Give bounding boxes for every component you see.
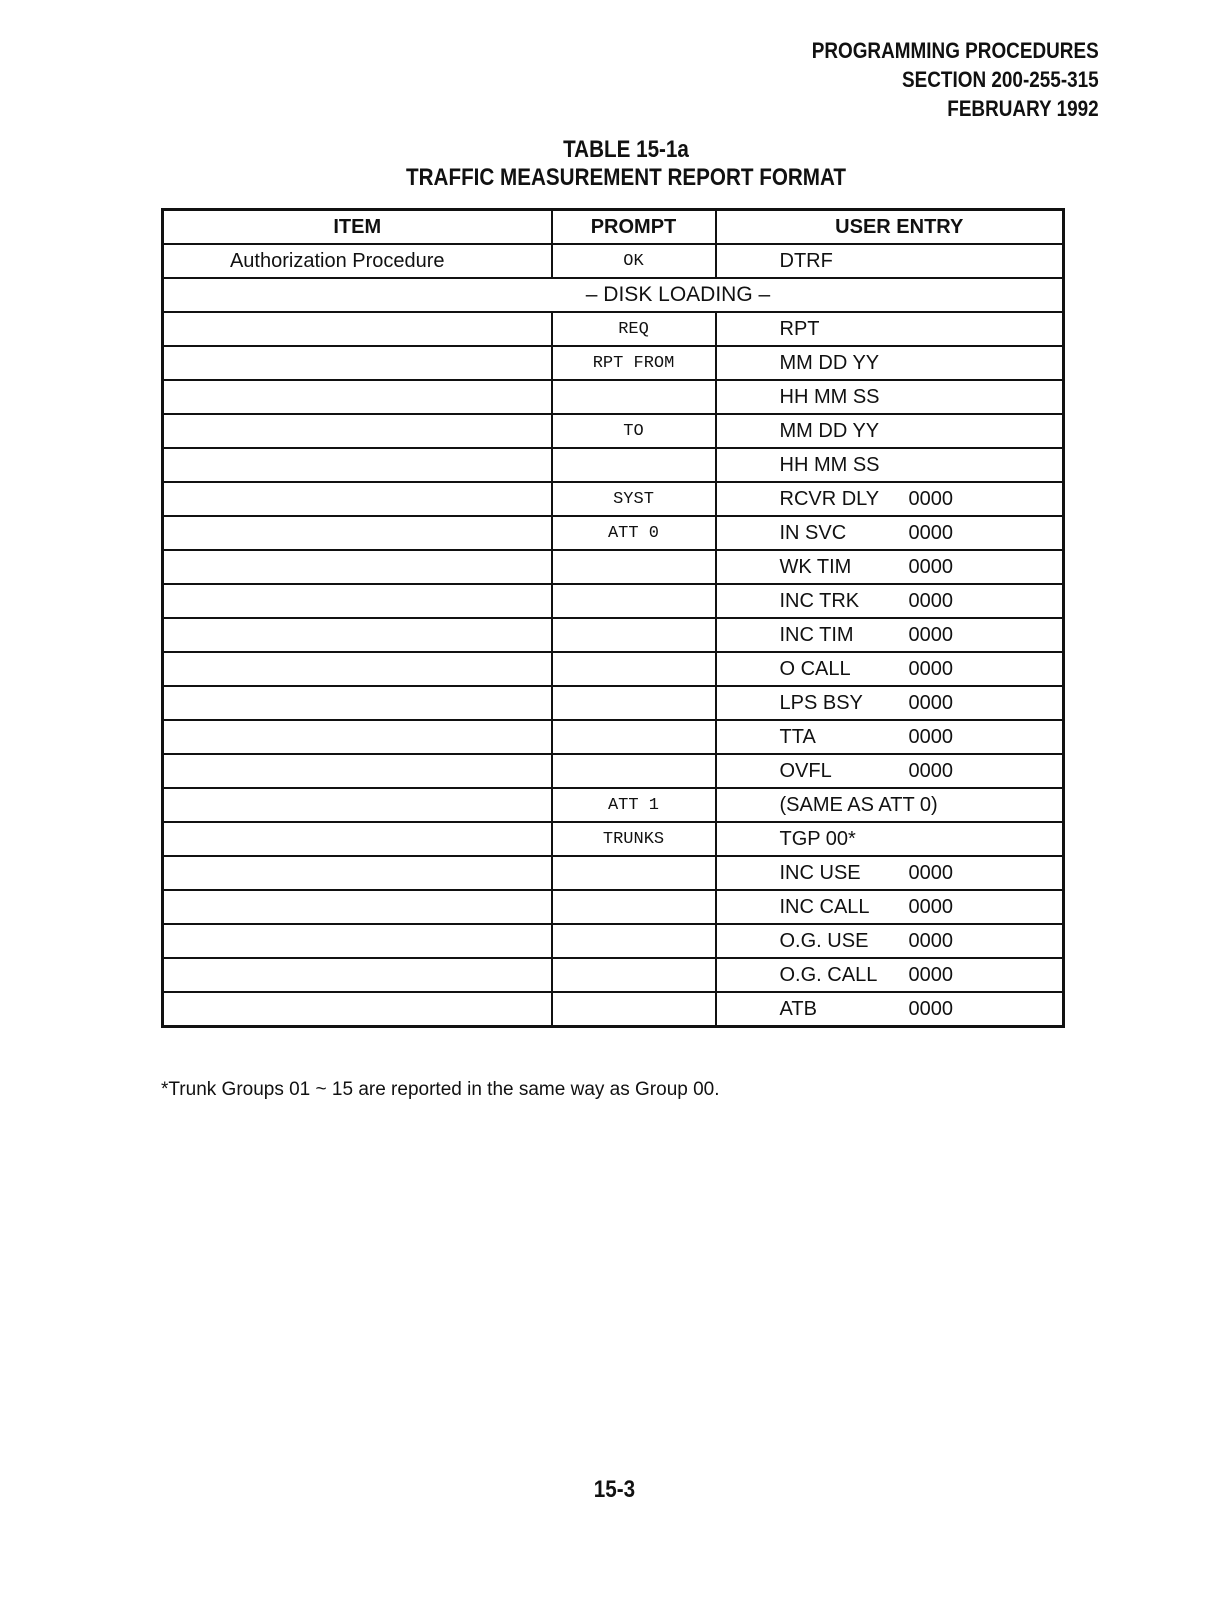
prompt-cell — [552, 686, 716, 720]
item-cell — [163, 312, 552, 346]
entry-value: 0000 — [908, 725, 953, 748]
prompt-cell — [552, 890, 716, 924]
entry-label: INC TIM — [779, 623, 854, 646]
entry-value: 0000 — [908, 963, 953, 986]
entry-cell — [716, 788, 1064, 822]
prompt-cell — [552, 958, 716, 992]
table-number: TABLE 15-1a — [563, 136, 689, 163]
column-header-prompt: PROMPT — [552, 210, 716, 245]
prompt-cell — [552, 550, 716, 584]
item-cell — [163, 618, 552, 652]
entry-value: 0000 — [908, 691, 953, 714]
entry-cell — [716, 992, 1064, 1027]
entry-cell — [716, 856, 1064, 890]
table-row — [163, 686, 1064, 720]
section-label: – DISK LOADING – — [585, 283, 771, 306]
entry-label: MM DD YY — [779, 351, 880, 374]
header-section: SECTION 200-255-315 — [902, 67, 1099, 92]
item-cell — [163, 856, 552, 890]
entry-label: RCVR DLY — [779, 487, 880, 510]
entry-cell — [716, 686, 1064, 720]
prompt-cell — [552, 448, 716, 482]
prompt-cell — [552, 652, 716, 686]
prompt-cell: SYST — [552, 482, 716, 516]
entry-cell — [716, 958, 1064, 992]
table-title: TRAFFIC MEASUREMENT REPORT FORMAT — [406, 164, 846, 191]
prompt-cell — [552, 924, 716, 958]
entry-cell — [716, 448, 1064, 482]
header-date: FEBRUARY 1992 — [947, 96, 1099, 121]
table-row — [163, 414, 1064, 448]
entry-cell — [716, 550, 1064, 584]
item-cell — [163, 754, 552, 788]
entry-label: IN SVC — [779, 521, 847, 544]
entry-cell — [716, 924, 1064, 958]
entry-label: MM DD YY — [779, 419, 880, 442]
table-row — [163, 244, 1064, 278]
item-cell — [163, 652, 552, 686]
entry-label: ATB — [779, 997, 817, 1020]
section-heading — [163, 278, 1064, 312]
entry-label: RPT — [779, 317, 820, 340]
entry-value: 0000 — [908, 657, 953, 680]
entry-label: TGP 00* — [779, 827, 856, 850]
table-row — [163, 584, 1064, 618]
entry-cell — [716, 414, 1064, 448]
entry-cell — [716, 720, 1064, 754]
item-cell — [163, 686, 552, 720]
entry-label: INC TRK — [779, 589, 860, 612]
entry-label: TTA — [779, 725, 816, 748]
entry-label: HH MM SS — [779, 453, 880, 476]
table-row — [163, 992, 1064, 1027]
prompt-cell — [552, 380, 716, 414]
prompt-cell — [552, 618, 716, 652]
prompt-cell — [552, 856, 716, 890]
entry-value: 0000 — [908, 929, 953, 952]
item-cell — [163, 346, 552, 380]
entry-cell — [716, 584, 1064, 618]
entry-cell — [716, 618, 1064, 652]
prompt-cell: TRUNKS — [552, 822, 716, 856]
document-header — [812, 36, 1099, 123]
entry-value: 0000 — [908, 759, 953, 782]
column-header-user-entry: USER ENTRY — [716, 210, 1064, 245]
entry-label: O.G. CALL — [779, 963, 878, 986]
entry-label: INC CALL — [779, 895, 870, 918]
entry-label: O CALL — [779, 657, 851, 680]
table-row — [163, 754, 1064, 788]
entry-cell: DTRF — [716, 244, 1064, 278]
table-row — [163, 890, 1064, 924]
table-row — [163, 448, 1064, 482]
entry-cell — [716, 312, 1064, 346]
table-row — [163, 788, 1064, 822]
entry-label: (SAME AS ATT 0) — [779, 793, 938, 816]
prompt-cell: ATT 1 — [552, 788, 716, 822]
table-row — [163, 720, 1064, 754]
item-cell — [163, 448, 552, 482]
item-cell — [163, 958, 552, 992]
prompt-cell — [552, 584, 716, 618]
item-cell — [163, 414, 552, 448]
table-row — [163, 652, 1064, 686]
prompt-cell: ATT 0 — [552, 516, 716, 550]
item-cell — [163, 890, 552, 924]
entry-cell — [716, 652, 1064, 686]
entry-cell — [716, 890, 1064, 924]
entry-cell — [716, 380, 1064, 414]
prompt-cell: TO — [552, 414, 716, 448]
entry-cell — [716, 822, 1064, 856]
prompt-cell — [552, 720, 716, 754]
entry-value: 0000 — [908, 521, 953, 544]
item-cell — [163, 380, 552, 414]
entry-cell — [716, 754, 1064, 788]
entry-label: HH MM SS — [779, 385, 880, 408]
table-row — [163, 822, 1064, 856]
entry-label: INC USE — [779, 861, 861, 884]
item-cell — [163, 516, 552, 550]
entry-value: 0000 — [908, 997, 953, 1020]
entry-cell — [716, 516, 1064, 550]
item-cell — [163, 550, 552, 584]
prompt-cell: REQ — [552, 312, 716, 346]
item-cell — [163, 924, 552, 958]
prompt-cell — [552, 992, 716, 1027]
table-row — [163, 482, 1064, 516]
traffic-report-table — [161, 208, 1065, 1028]
item-cell: Authorization Procedure — [163, 244, 552, 278]
table-header-row — [163, 210, 1064, 245]
table-row — [163, 550, 1064, 584]
entry-value: 0000 — [908, 487, 953, 510]
item-cell — [163, 788, 552, 822]
table-row — [163, 958, 1064, 992]
table-row — [163, 618, 1064, 652]
entry-value: 0000 — [908, 623, 953, 646]
entry-label: LPS BSY — [779, 691, 863, 714]
entry-label: WK TIM — [779, 555, 852, 578]
entry-value: 0000 — [908, 895, 953, 918]
prompt-cell — [552, 754, 716, 788]
footnote: *Trunk Groups 01 ~ 15 are reported in the same way as Group 00. — [161, 1079, 720, 1100]
item-cell — [163, 992, 552, 1027]
item-cell — [163, 822, 552, 856]
prompt-cell: OK — [552, 244, 716, 278]
table-row — [163, 312, 1064, 346]
column-header-item: ITEM — [163, 210, 552, 245]
entry-value: 0000 — [908, 555, 953, 578]
table-row — [163, 924, 1064, 958]
item-cell — [163, 482, 552, 516]
entry-cell — [716, 482, 1064, 516]
item-cell — [163, 720, 552, 754]
table-row — [163, 346, 1064, 380]
entry-label: O.G. USE — [779, 929, 869, 952]
prompt-cell: RPT FROM — [552, 346, 716, 380]
entry-cell — [716, 346, 1064, 380]
page-number: 15-3 — [593, 1476, 636, 1503]
table-row — [163, 516, 1064, 550]
item-cell — [163, 584, 552, 618]
header-title: PROGRAMMING PROCEDURES — [812, 38, 1099, 63]
table-caption — [88, 136, 1165, 192]
table-row — [163, 856, 1064, 890]
section-row — [163, 278, 1064, 312]
entry-label: OVFL — [779, 759, 832, 782]
table-row — [163, 380, 1064, 414]
entry-value: 0000 — [908, 861, 953, 884]
entry-value: 0000 — [908, 589, 953, 612]
